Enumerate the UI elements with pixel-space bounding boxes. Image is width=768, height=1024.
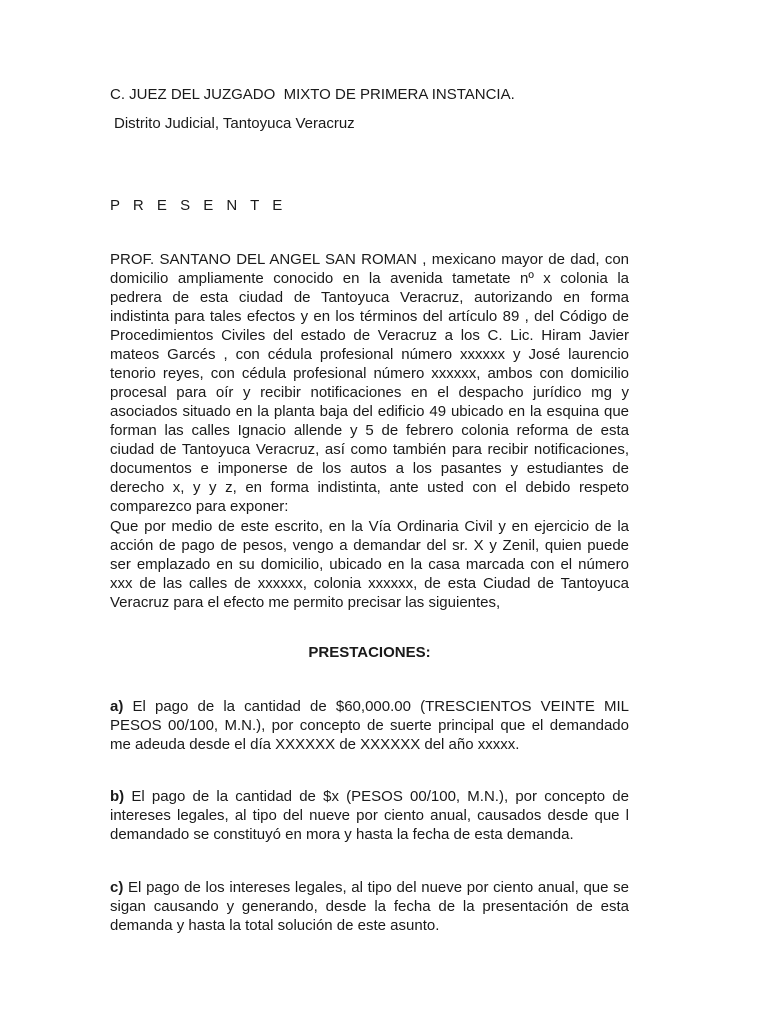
claim-item-text: El pago de la cantidad de $60,000.00 (TRESCIENTOS VEINTE MIL PESOS 00/100, M.N.), por concepto de suerte principal que el demandado me adeuda desde el día XXXXXX de XXXXXX del año xxxxx.	[110, 698, 629, 753]
claim-item-text: El pago de la cantidad de $x (PESOS 00/100, M.N.), por concepto de intereses legales, al tipo del nueve por ciento anual, causados desde que l demandado se constituyó en mora y hasta la fecha de esta demanda.	[110, 788, 629, 843]
claim-item-letter: a)	[110, 698, 124, 715]
claim-item-b	[110, 787, 629, 844]
claim-item-c	[110, 878, 629, 935]
intro-paragraph: PROF. SANTANO DEL ANGEL SAN ROMAN , mexicano mayor de dad, con domicilio ampliamente conocido en la avenida tametate nº x colonia la pedrera de esta ciudad de Tantoyuca Veracruz, autorizando en forma indistinta para tales efectos y en los términos del artículo 89 , del Código de Procedimientos Civiles del estado de Veracruz a los C. Lic. Hiram Javier mateos Garcés , con cédula profesional número xxxxxx y José laurencio tenorio reyes, con cédula profesional número xxxxxx, ambos con domicilio procesal para oír y recibir notificaciones en el despacho jurídico mg y asociados situado en la planta baja del edificio 49 ubicado en la esquina que forman las calles Ignacio allende y 5 de febrero colonia reforma de esta ciudad de Tantoyuca Veracruz, así como también para recibir notificaciones, documentos e imponerse de los autos a los pasantes y estudiantes de derecho x, y y z, en forma indistinta, ante usted con el debido respeto comparezco para exponer:	[110, 251, 629, 515]
judicial-district-line: Distrito Judicial, Tantoyuca Veracruz	[114, 115, 355, 132]
claim-item-letter: b)	[110, 788, 125, 805]
section-heading-prestaciones: PRESTACIONES:	[308, 644, 431, 661]
greeting-presente: P R E S E N T E	[110, 197, 287, 214]
claim-item-text: El pago de los intereses legales, al tipo del nueve por ciento anual, que se sigan causando y generando, desde la fecha de la presentación de esta demanda y hasta la total solución de este asunto.	[110, 879, 630, 934]
claim-item-letter: c)	[110, 879, 124, 896]
claim-item-a	[110, 697, 629, 754]
claim-paragraph: Que por medio de este escrito, en la Vía Ordinaria Civil y en ejercicio de la acción de pago de pesos, vengo a demandar del sr. X y Zenil, quien puede ser emplazado en su domicilio, ubicado en la casa marcada con el número xxx de las calles de xxxxxx, colonia xxxxxx, de esta Ciudad de Tantoyuca Veracruz para el efecto me permito precisar las siguientes,	[110, 518, 629, 611]
addressee-line: C. JUEZ DEL JUZGADO MIXTO DE PRIMERA INSTANCIA.	[110, 86, 515, 103]
